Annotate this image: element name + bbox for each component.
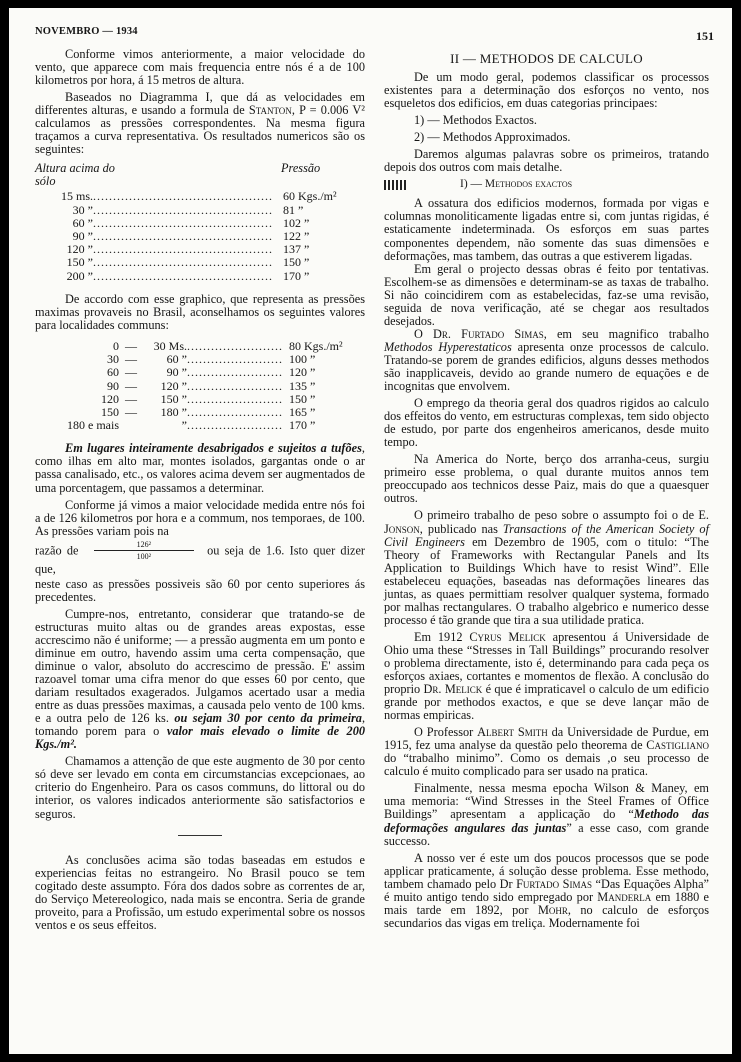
pressure-cell: 120 ”: [289, 365, 316, 380]
text-span: , em seu magnifico trabalho: [543, 326, 709, 341]
text-span: Em 1912: [414, 629, 470, 644]
pressure-cell: 80 Kgs./m²: [289, 338, 343, 353]
section-title: II — METHODOS DE CALCULO: [450, 51, 643, 66]
document-page: [9, 8, 732, 1054]
paragraph: [384, 509, 709, 626]
text-span: apresenta onze processos de calculo. Tratando-se porem de grandes edificios, alguns desses methodos são inapplicaveis, devido ao grande numero de equações e de incognitas que envolvem.: [384, 339, 709, 394]
paragraph: [35, 608, 365, 752]
text-span: , no calculo de esforços secundarios das vigas em treliça. Modernamente foi: [384, 902, 709, 930]
text-span: ou seja de 1.6. Isto quer dizer que,: [35, 543, 366, 576]
paragraph: [384, 631, 709, 722]
paragraph: De accordo com esse graphico, que representa as pressões maximas provaveis no Brasil, aconselhamos os seguintes valores para localidades communs:: [35, 291, 365, 332]
emphasis: ou sejam 30 por cento da primeira: [174, 711, 362, 726]
author-name: Dr. Melick: [423, 682, 483, 697]
recommended-pressure-table: [67, 340, 343, 432]
author-name: Mohr: [537, 902, 568, 917]
author-name: Stanton: [248, 103, 292, 118]
leader-dots: ........................: [187, 378, 283, 393]
pressure-cell: 81 ”: [283, 202, 304, 217]
text-span: apresentou á Universidade de Ohio uma these “Stresses in Tall Buildings” procurando resolver o problema directamente, isto é, determinando para cada peça os esforços axiaes, cortantes e momentos de flexão. A conclusão do proprio: [384, 629, 709, 697]
pressure-cell: 60 Kgs./m²: [283, 189, 337, 204]
table-row: [67, 419, 343, 432]
text-span: Finalmente, nessa mesma epocha Wilson & Maney, em uma memoria: “Wind Stresses in the Steel Frames of Office Buildings” apresentam a applicação do “: [384, 781, 709, 822]
range-dash: —: [125, 404, 137, 419]
paragraph: [35, 91, 365, 156]
divider: [178, 835, 222, 836]
pressure-cell: 137 ”: [283, 242, 310, 257]
leader-dots: ........................: [187, 391, 283, 406]
author-name: E. Jonson: [384, 508, 709, 536]
range-dash: —: [125, 352, 137, 367]
range-dash: —: [125, 338, 137, 353]
paragraph: Chamamos a attenção de que este augmento de 30 por cento só deve ser levado em conta em circumstancias excepcionaes, ao criterio do Engenheiro. Para os casos communs, do littoral ou do interior, os valores indicados anteriormente são satisfactorios e seguros.: [35, 754, 365, 821]
author-name: Cyrus Melick: [469, 629, 546, 644]
left-column: [35, 48, 365, 932]
fraction-numerator: 126²: [94, 540, 194, 551]
page-number: 151: [696, 29, 714, 43]
range-start-cell: 60: [107, 365, 119, 380]
author-name: Castigliano: [646, 738, 709, 753]
range-end-cell: 150 ”: [160, 391, 187, 406]
leader-dots: ........................: [187, 365, 283, 380]
author-name: Albert Smith: [477, 725, 548, 740]
leader-dots: .............................................: [93, 229, 273, 243]
range-dash: —: [125, 365, 137, 380]
paragraph: [384, 328, 709, 393]
author-name: Dr. Furtado Simas: [433, 326, 544, 341]
pressure-by-height-table: [45, 190, 337, 282]
right-column: [384, 52, 709, 930]
pressure-cell: 170 ”: [283, 268, 310, 283]
text-span: em Dezembro de 1905, com o titulo: “The Theory of Frameworks with Rectangular Panels and Its Application to Buildings Which have to resist Wind”. Elle estabeleceu equações, baseadas nas deformações lineares das juntas, as quaes permittiam resolver qualquer systema, formado por malhas rectangulares. O trabalho algebrico e numerico desse processo é tão grande que tira a sua utilidade pratica.: [384, 534, 709, 627]
range-start-cell: 120: [101, 391, 119, 406]
running-header: NOVEMBRO — 1934: [35, 26, 138, 37]
table-row: [45, 204, 337, 217]
author-name: Furtado Simas: [516, 876, 592, 891]
text-span: O primeiro trabalho de peso sobre o assumpto foi o de: [414, 508, 699, 523]
work-title: Methodos Hyperestaticos: [384, 339, 512, 354]
range-start-cell: 90: [107, 378, 119, 393]
table-row: [45, 190, 337, 203]
formula-line: [35, 540, 365, 576]
pressure-cell: 102 ”: [283, 215, 310, 230]
text-span: Baseados no Diagramma I, que dá as velocidades em differentes alturas, e usando a formula de: [35, 90, 365, 118]
table1-header-left: Altura acima do sólo: [35, 161, 115, 189]
text-span: do “trabalho minimo”. Como os demais ,o seu processo de calculo é muito complicado para ser usado na pratica.: [384, 751, 709, 779]
emphasis: Em lugares inteiramente desabrigados e sujeitos a tufões: [65, 441, 362, 456]
leader-dots: .............................................: [93, 203, 273, 217]
range-dash: —: [125, 391, 137, 406]
list-item: 1) — Methodos Exactos.: [414, 113, 537, 128]
table-row: [67, 393, 343, 406]
text-span: é que é impraticavel o calculo de um edificio grande por methodos exactos, e que se deve lançar mão de normas empiricas.: [384, 682, 709, 723]
leader-dots: .............................................: [93, 216, 273, 230]
paragraph: O emprego da theoria geral dos quadros rigidos ao calculo dos effeitos do vento, em estructuras complexas, tem sido objecto de estudo, por parte dos engenheiros americanos, desde muito tempo.: [384, 396, 709, 450]
fraction: [94, 540, 194, 563]
journal-title: Transactions of the American Society of Civil Engineers: [384, 521, 709, 549]
pressure-cell: 170 ”: [289, 418, 316, 433]
height-cell: 200 ”: [66, 268, 93, 283]
fraction-denominator: 100²: [136, 551, 151, 561]
leader-dots: ........................: [187, 404, 283, 419]
paragraph: [384, 726, 709, 778]
subsection-title: I) — Methodos exactos: [460, 178, 573, 191]
table-row: [67, 366, 343, 379]
text-span: ” a esse caso, com grande successo.: [384, 820, 709, 848]
text-span: Cumpre-nos, entretanto, considerar que tratando-se de estructuras muito altas ou de grandes areas expostas, esse accrescimo não é uniforme; — a pressão augmenta em um ponto e diminue em outro, havendo assim uma certa compensação, que diminue o valor, absoluto do accrescimo de pressão. E' assim razoavel tomar uma cifra menor do que esses 60 por cento, que dariam resultados exagerados. Julgamos acertado usar a media entre as duas pressões maximas, a causada pelo vento de 100 kms. e a outra pelo de 126 ks.: [35, 606, 365, 726]
table-row: [67, 380, 343, 393]
paragraph: [35, 442, 365, 494]
leader-dots: ........................: [187, 338, 283, 353]
paragraph: Em geral o projecto dessas obras é feito por tentativas. Escolhem-se as dimensões e determinam-se as taxas de trabalho. Si não coincidirem com as estabelecidas, faz-se uma revisão, seguida de nova verificação, até se chegar aos resultados desejados.: [384, 261, 709, 328]
height-cell: 150 ”: [66, 255, 93, 270]
range-end-cell: 180 ”: [160, 404, 187, 419]
method-title: Methodo das deformações angulares das juntas: [384, 807, 709, 835]
range-end-cell: 120 ”: [160, 378, 187, 393]
paragraph: Na America do Norte, berço dos arranha-ceus, surgiu primeiro esse problema, o qual durante muitos annos tem preoccupado aos technicos desse Paiz, mais do que a quaesquer outros.: [384, 452, 709, 506]
text-span: em 1880 e mais tarde em 1892, por: [384, 889, 709, 917]
table-row: [45, 217, 337, 230]
table-row: [45, 270, 337, 283]
table-row: [45, 256, 337, 269]
leader-dots: .............................................: [93, 269, 273, 283]
text-span: O Professor: [414, 725, 478, 740]
list-item: 2) — Methodos Approximados.: [414, 130, 571, 145]
range-start-cell: 30: [107, 352, 119, 367]
text-span: O: [414, 326, 434, 341]
range-start-cell: 180 e mais: [67, 418, 119, 433]
height-cell: 60 ”: [72, 215, 93, 230]
pressure-cell: 150 ”: [283, 255, 310, 270]
text-span: , tomando porem para o: [35, 711, 366, 739]
paragraph: As conclusões acima são todas baseadas em estudos e experiencias feitas no estrangeiro. No Brasil pouco se tem cogitado deste assumpto. Fóra dos dados sobre as correntes de ar, do Serviço Metereologico, nada mais se encontra. Seria de grande proveito, para a Profissão, um estudo experimental sobre os nossos ventos e os seus effeitos.: [35, 852, 365, 932]
table1-header: [35, 162, 365, 190]
paragraph: Conforme vimos anteriormente, a maior velocidade do vento, que apparece com mais frequencia entre nós é a de 100 kilometros por hora, á 15 metros de altura.: [35, 47, 365, 88]
paragraph: [384, 782, 709, 847]
leader-dots: ........................: [187, 418, 283, 433]
pressure-cell: 122 ”: [283, 228, 310, 243]
height-cell: 15 ms.: [60, 189, 93, 204]
range-end-cell: 30 Ms.: [153, 338, 187, 353]
leader-dots: .............................................: [93, 243, 273, 257]
text-span: da Universidade de Purdue, em 1915, fez uma analyse da questão pelo theorema de: [384, 725, 709, 753]
table1-header-right: Pressão: [281, 161, 321, 176]
paragraph: Conforme já vimos a maior velocidade medida entre nós foi a de 126 kilometros por hora e a commum, nos temporaes, de 100. As pressões variam pois na: [35, 497, 365, 538]
range-end-cell: 90 ”: [166, 365, 187, 380]
paragraph: Daremos algumas palavras sobre os primeiros, tratando depois dos outros com mais detalhe.: [384, 147, 709, 175]
paragraph: neste caso as pressões possiveis são 60 por cento superiores ás precedentes.: [35, 576, 365, 604]
range-start-cell: 0: [113, 338, 119, 353]
text-span: A nosso ver é este um dos poucos processos que se pode applicar praticamente, á solução desse problema. Esse methodo, tambem chamado pelo Dr: [384, 850, 709, 891]
range-start-cell: 150: [101, 404, 119, 419]
text-span: razão de: [35, 543, 79, 558]
ornament-icon: [384, 180, 406, 190]
emphasis: valor mais elevado o limite de 200 Kgs./m².: [35, 724, 365, 752]
paragraph: A ossatura dos edificios modernos, formada por vigas e columnas monoliticamente ligadas entre si, com juntas rigidas, é estaticamente indeterminada. Os esforços em suas partes componentes dependem, não somente das suas dimensões e deformações, mas tambem, das outras a que estiverem ligadas.: [384, 196, 709, 263]
pressure-cell: 150 ”: [289, 391, 316, 406]
pressure-cell: 135 ”: [289, 378, 316, 393]
text-span: , publicado nas: [419, 521, 503, 536]
paragraph: [384, 852, 709, 930]
leader-dots: .............................................: [93, 256, 273, 270]
pressure-cell: 165 ”: [289, 404, 316, 419]
height-cell: 30 ”: [72, 202, 93, 217]
text-span: , P = 0.006 V² calculamos as pressões correspondentes. Na mesma figura traçamos a curva representativa. Os resultados numericos são os seguintes:: [35, 103, 365, 157]
height-cell: 90 ”: [72, 228, 93, 243]
paragraph: De um modo geral, podemos classificar os processos existentes para a determinação dos esforços no vento, nos esqueletos dos edificios, em duas categorias principaes:: [384, 70, 709, 111]
leader-dots: ........................: [187, 352, 283, 367]
text-span: , como ilhas em alto mar, montes isolados, gargantas onde o ar passa canalisado, etc., os valores acima devem ser augmentados de uma porcentagem, que passamos a determinar.: [35, 441, 365, 495]
range-dash: [119, 419, 143, 432]
leader-dots: .............................................: [93, 190, 273, 204]
author-name: Manderla: [597, 889, 652, 904]
text-span: “Das Equações Alpha” é muito antigo tendo sido empregado por: [384, 876, 709, 904]
pressure-cell: 100 ”: [289, 352, 316, 367]
subsection-heading: [384, 178, 709, 194]
range-end-cell: 60 ”: [166, 352, 187, 367]
range-end-cell: ”: [181, 418, 187, 433]
height-cell: 120 ”: [66, 242, 93, 257]
range-dash: —: [125, 378, 137, 393]
